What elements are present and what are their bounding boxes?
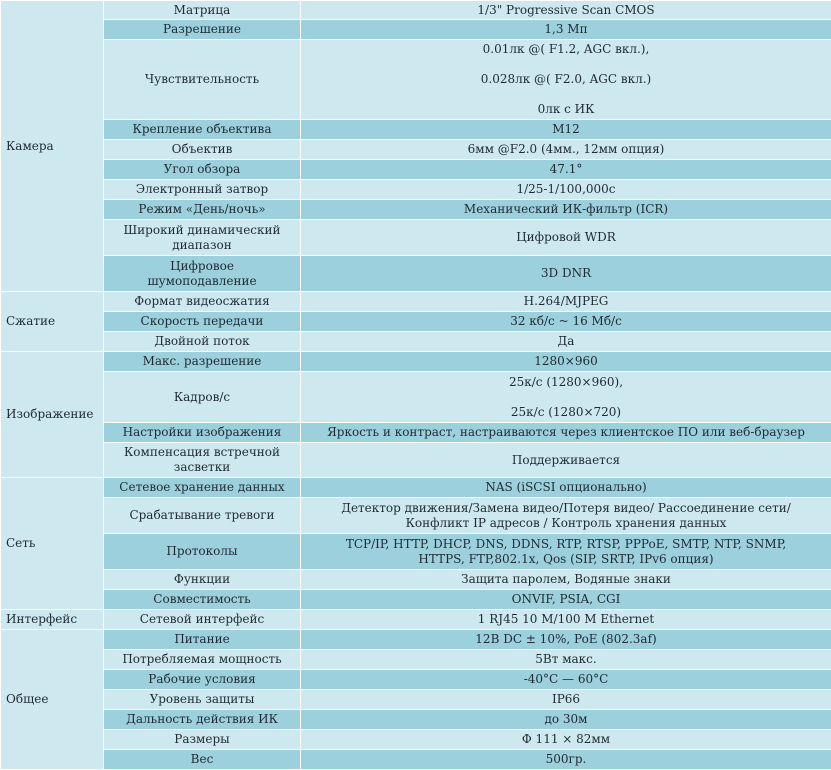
spec-key-line: Угол обзора [108, 162, 296, 177]
spec-key-line: Сетевой интерфейс [108, 612, 296, 627]
spec-value-line: Да [305, 334, 827, 349]
spec-value [301, 352, 831, 372]
spec-key-line: Срабатывание тревоги [108, 508, 296, 523]
spec-value-line: NAS (iSCSI опционально) [305, 480, 827, 495]
spec-value [301, 498, 831, 534]
spec-key-line: Функции [108, 572, 296, 587]
spec-key-line: Питание [108, 632, 296, 647]
spec-row [1, 220, 831, 256]
spec-key-line: Размеры [108, 732, 296, 747]
spec-key-line: Макс. разрешение [108, 354, 296, 369]
spec-value-line: Механический ИК-фильтр (ICR) [305, 202, 827, 217]
spec-value-line: 1/25-1/100,000с [305, 182, 827, 197]
spec-key-line: Протоколы [108, 544, 296, 559]
spec-value-line: до 30м [305, 712, 827, 727]
spec-value-line: Цифровой WDR [305, 230, 827, 245]
spec-key-line: Режим «День/ночь» [108, 202, 296, 217]
spec-value [301, 1, 831, 20]
spec-key [104, 1, 301, 20]
spec-key [104, 498, 301, 534]
spec-key [104, 690, 301, 710]
spec-value [301, 590, 831, 610]
spec-value-line: 0.028лк @( F2.0, AGC вкл.) [305, 72, 827, 87]
spec-row [1, 730, 831, 750]
spec-row [1, 610, 831, 630]
spec-value-line: -40°C — 60°C [305, 672, 827, 687]
spec-key-line: Формат видеосжатия [108, 294, 296, 309]
spec-value-line [305, 87, 827, 102]
spec-value-line: 6мм @F2.0 (4мм., 12мм опция) [305, 142, 827, 157]
spec-key-line: Уровень защиты [108, 692, 296, 707]
spec-row [1, 120, 831, 140]
spec-value-line: IP66 [305, 692, 827, 707]
spec-key-line: Объектив [108, 142, 296, 157]
spec-key-line: Широкий динамический [108, 223, 296, 238]
spec-key-line: шумоподавление [108, 274, 296, 289]
spec-key [104, 630, 301, 650]
spec-row [1, 690, 831, 710]
spec-key [104, 423, 301, 443]
spec-value-line: 25к/с (1280×960), [305, 375, 827, 390]
spec-value [301, 750, 831, 770]
spec-row [1, 352, 831, 372]
spec-table-body [1, 1, 831, 770]
spec-key [104, 710, 301, 730]
spec-value-line: 500гр. [305, 752, 827, 767]
spec-row [1, 332, 831, 352]
spec-key-line: Потребляемая мощность [108, 652, 296, 667]
spec-key-line: Рабочие условия [108, 672, 296, 687]
spec-value [301, 372, 831, 423]
spec-key-line: Цифровое [108, 259, 296, 274]
spec-value [301, 40, 831, 120]
spec-row [1, 423, 831, 443]
spec-row [1, 443, 831, 478]
spec-value [301, 630, 831, 650]
spec-row [1, 140, 831, 160]
spec-key [104, 140, 301, 160]
spec-key-line: диапазон [108, 238, 296, 253]
spec-value [301, 140, 831, 160]
spec-value-line: 1,3 Мп [305, 22, 827, 37]
spec-value-line: TCP/IP, HTTP, DHCP, DNS, DDNS, RTP, RTSP, PPPoE, SMTP, NTP, SNMP, [305, 537, 827, 552]
group-label: Сжатие [1, 292, 104, 352]
spec-value [301, 670, 831, 690]
spec-value-line: 47.1° [305, 162, 827, 177]
spec-row [1, 650, 831, 670]
spec-key [104, 478, 301, 498]
spec-value [301, 730, 831, 750]
spec-key [104, 220, 301, 256]
spec-value [301, 220, 831, 256]
spec-value-line: Φ 111 × 82мм [305, 732, 827, 747]
group-label: Изображение [1, 352, 104, 478]
spec-value-line: 32 кб/с ~ 16 Мб/с [305, 314, 827, 329]
spec-key [104, 534, 301, 570]
spec-row [1, 710, 831, 730]
spec-value-line: 1/3" Progressive Scan CMOS [305, 3, 827, 18]
spec-row [1, 40, 831, 120]
spec-key-line: Матрица [108, 3, 296, 18]
spec-row [1, 630, 831, 650]
spec-key [104, 352, 301, 372]
spec-value-line: Защита паролем, Водяные знаки [305, 572, 827, 587]
spec-key [104, 443, 301, 478]
spec-value-line: H.264/MJPEG [305, 294, 827, 309]
spec-value [301, 256, 831, 292]
spec-value [301, 650, 831, 670]
spec-key-line: Настройки изображения [108, 425, 296, 440]
spec-key [104, 730, 301, 750]
spec-key-line: засветки [108, 460, 296, 475]
spec-row [1, 1, 831, 20]
spec-row [1, 20, 831, 40]
spec-key [104, 312, 301, 332]
spec-value-line: 0лк с ИК [305, 102, 827, 117]
spec-row [1, 292, 831, 312]
spec-row [1, 372, 831, 423]
spec-key [104, 200, 301, 220]
spec-value [301, 312, 831, 332]
spec-key-line: Чувствительность [108, 72, 296, 87]
spec-key-line: Кадров/с [108, 390, 296, 405]
spec-row [1, 498, 831, 534]
spec-key [104, 590, 301, 610]
spec-value-line: 0.01лк @( F1.2, AGC вкл.), [305, 42, 827, 57]
spec-row [1, 200, 831, 220]
spec-key [104, 670, 301, 690]
spec-value [301, 610, 831, 630]
spec-value-line: 12В DC ± 10%, PoE (802.3af) [305, 632, 827, 647]
spec-value [301, 690, 831, 710]
spec-key-line: Совместимость [108, 592, 296, 607]
spec-value-line: 25к/с (1280×720) [305, 405, 827, 420]
spec-value-line: 1 RJ45 10 M/100 M Ethernet [305, 612, 827, 627]
spec-value-line: M12 [305, 122, 827, 137]
spec-row [1, 590, 831, 610]
spec-key-line: Дальность действия ИК [108, 712, 296, 727]
spec-key [104, 570, 301, 590]
spec-value-line: Конфликт IP адресов / Контроль хранения данных [305, 516, 827, 531]
spec-value [301, 292, 831, 312]
spec-key [104, 332, 301, 352]
spec-value [301, 180, 831, 200]
spec-row [1, 256, 831, 292]
spec-key-line: Сетевое хранение данных [108, 480, 296, 495]
spec-value [301, 120, 831, 140]
spec-key-line: Скорость передачи [108, 314, 296, 329]
group-label: Камера [1, 1, 104, 292]
spec-key [104, 120, 301, 140]
spec-key-line: Двойной поток [108, 334, 296, 349]
spec-key [104, 40, 301, 120]
spec-row [1, 670, 831, 690]
spec-value-line: Детектор движения/Замена видео/Потеря видео/ Рассоединение сети/ [305, 501, 827, 516]
spec-key [104, 610, 301, 630]
spec-value [301, 710, 831, 730]
spec-key [104, 292, 301, 312]
spec-key [104, 20, 301, 40]
spec-key [104, 180, 301, 200]
spec-key [104, 256, 301, 292]
spec-value [301, 423, 831, 443]
spec-value-line: Поддерживается [305, 453, 827, 468]
spec-value-line: 1280×960 [305, 354, 827, 369]
spec-value [301, 443, 831, 478]
spec-key [104, 372, 301, 423]
spec-key-line: Крепление объектива [108, 122, 296, 137]
group-label: Общее [1, 630, 104, 770]
spec-value-line [305, 390, 827, 405]
spec-key [104, 160, 301, 180]
spec-row [1, 160, 831, 180]
spec-row [1, 534, 831, 570]
spec-value-line: 3D DNR [305, 266, 827, 281]
spec-value-line [305, 57, 827, 72]
spec-value-line: Яркость и контраст, настраиваются через клиентское ПО или веб-браузер [305, 425, 827, 440]
spec-value [301, 570, 831, 590]
spec-value-line: HTTPS, FTP,802.1x, Qos (SIP, SRTP, IPv6 опция) [305, 552, 827, 567]
spec-value [301, 478, 831, 498]
spec-key [104, 650, 301, 670]
spec-key-line: Электронный затвор [108, 182, 296, 197]
spec-row [1, 570, 831, 590]
spec-key [104, 750, 301, 770]
spec-value [301, 160, 831, 180]
group-label: Интерфейс [1, 610, 104, 630]
spec-value-line: ONVIF, PSIA, CGI [305, 592, 827, 607]
spec-key-line: Вес [108, 752, 296, 767]
spec-row [1, 478, 831, 498]
spec-key-line: Разрешение [108, 22, 296, 37]
group-label: Сеть [1, 478, 104, 610]
spec-value-line: 5Вт макс. [305, 652, 827, 667]
spec-value [301, 534, 831, 570]
spec-key-line: Компенсация встречной [108, 445, 296, 460]
spec-row [1, 750, 831, 770]
spec-row [1, 180, 831, 200]
spec-row [1, 312, 831, 332]
spec-value [301, 200, 831, 220]
spec-value [301, 332, 831, 352]
spec-value [301, 20, 831, 40]
